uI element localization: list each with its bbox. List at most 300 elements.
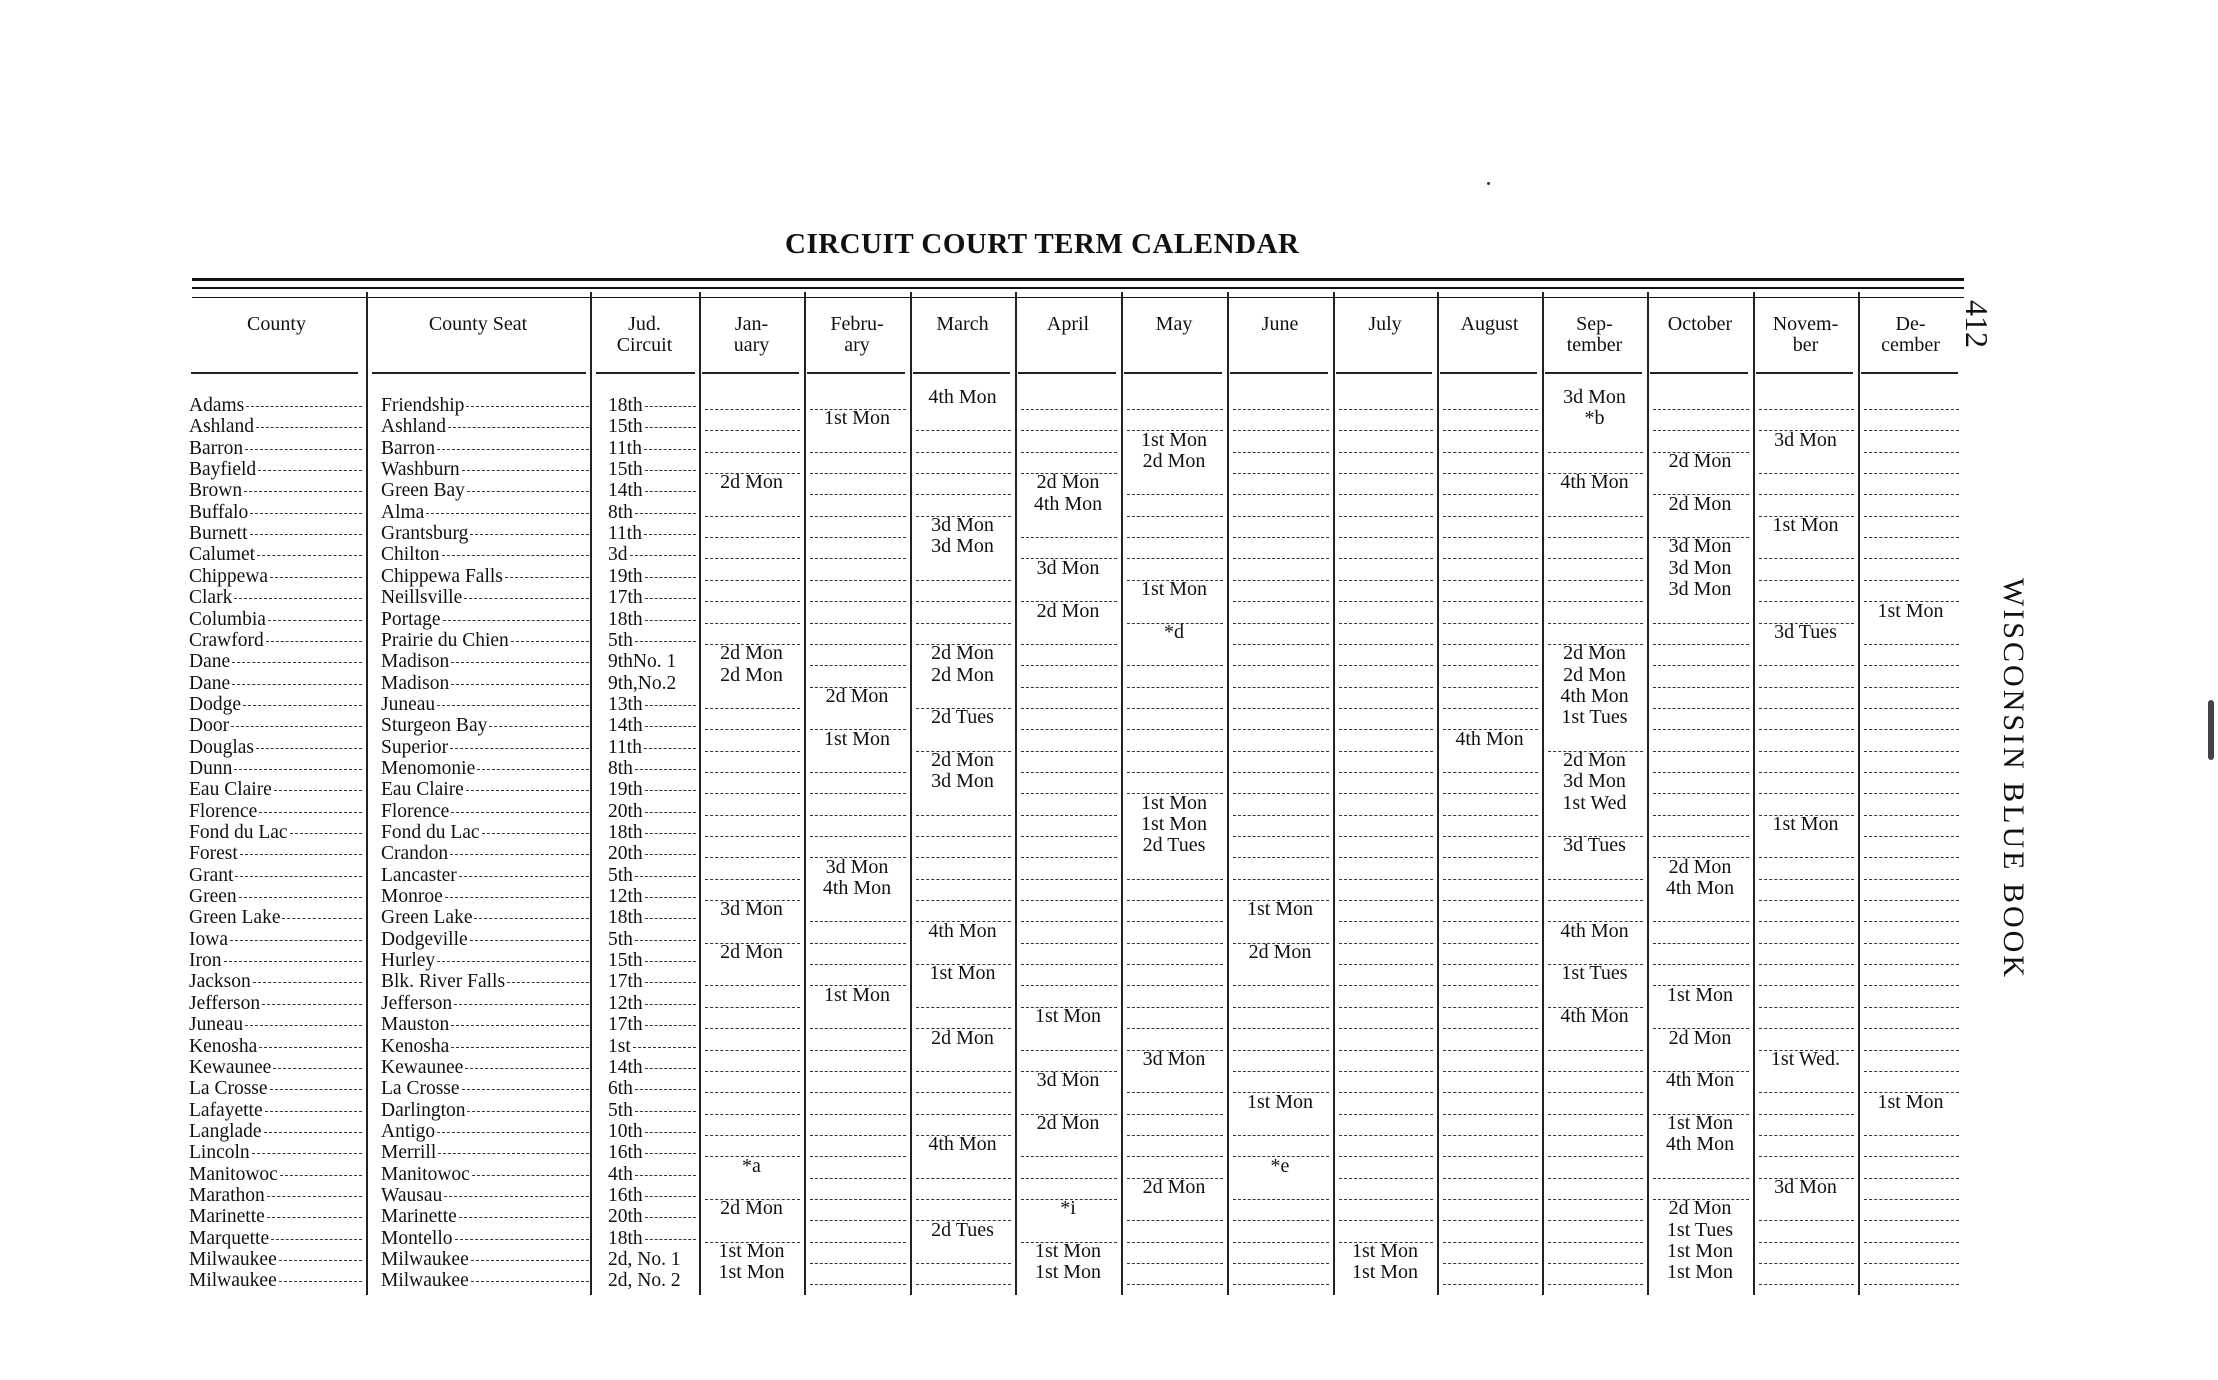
- empty-term-dashes: [1339, 964, 1433, 965]
- empty-term-dashes: [1339, 452, 1433, 453]
- scan-edge-mark: [2208, 700, 2214, 760]
- empty-term-dashes: [1127, 943, 1223, 944]
- empty-term-dashes: [705, 1114, 800, 1115]
- leader-dashes: [645, 1196, 696, 1197]
- leader-dashes: [224, 961, 363, 962]
- leader-dashes: [244, 491, 362, 492]
- judicial-circuit: [608, 395, 696, 416]
- judicial-circuit: [608, 544, 696, 565]
- seat-label: Darlington: [381, 1099, 466, 1121]
- term-entry: 3d Mon: [1563, 770, 1626, 793]
- judicial-circuit: [608, 1270, 696, 1291]
- seat-label: Neillsville: [381, 587, 463, 609]
- header-rule: [1336, 372, 1432, 374]
- leader-dashes: [645, 1132, 696, 1133]
- empty-term-dashes: [1864, 516, 1959, 517]
- leader-dashes: [474, 918, 589, 919]
- term-entry: 2d Mon: [1563, 642, 1626, 665]
- empty-term-dashes: [810, 1220, 906, 1221]
- term-entry: 4th Mon: [1455, 727, 1524, 750]
- term-entry: 2d Mon: [1563, 748, 1626, 771]
- empty-term-dashes: [1233, 665, 1329, 666]
- leader-dashes: [257, 555, 362, 556]
- leader-dashes: [451, 684, 589, 685]
- seat-label: Jefferson: [381, 992, 453, 1014]
- circuit-label: 1st: [608, 1035, 631, 1057]
- title-rule-bottom: [192, 297, 1964, 298]
- empty-term-dashes: [1864, 430, 1959, 431]
- leader-dashes: [644, 534, 696, 535]
- empty-term-dashes: [916, 623, 1011, 624]
- county-label: Marathon: [189, 1184, 265, 1206]
- empty-term-dashes: [1233, 1199, 1329, 1200]
- empty-term-dashes: [810, 1135, 906, 1136]
- empty-term-dashes: [1443, 772, 1538, 773]
- empty-term-dashes: [1339, 921, 1433, 922]
- leader-dashes: [645, 918, 696, 919]
- empty-term-dashes: [1339, 1156, 1433, 1157]
- leader-dashes: [472, 1175, 589, 1176]
- leader-dashes: [252, 1153, 362, 1154]
- empty-term-dashes: [1127, 665, 1223, 666]
- term-entry: 2d Mon: [720, 642, 783, 665]
- term-entry: *b: [1584, 407, 1605, 430]
- judicial-circuit: [608, 1228, 696, 1249]
- circuit-label: 20th: [608, 843, 643, 865]
- leader-dashes: [438, 1153, 589, 1154]
- title-rule-top: [192, 278, 1964, 281]
- judicial-circuit: [608, 1057, 696, 1078]
- seat-label: Menomonie: [381, 757, 476, 779]
- empty-term-dashes: [1443, 452, 1538, 453]
- county-label: Eau Claire: [189, 779, 272, 801]
- empty-term-dashes: [1339, 687, 1433, 688]
- empty-term-dashes: [1339, 943, 1433, 944]
- county-name: [189, 630, 362, 651]
- county-label: Douglas: [189, 736, 254, 758]
- leader-dashes: [267, 1196, 362, 1197]
- circuit-label: 3d: [608, 544, 628, 566]
- judicial-circuit: [608, 843, 696, 864]
- empty-term-dashes: [1443, 580, 1538, 581]
- term-entry: 3d Tues: [1563, 834, 1626, 857]
- empty-term-dashes: [916, 1114, 1011, 1115]
- county-label: Langlade: [189, 1120, 262, 1142]
- empty-term-dashes: [1864, 708, 1959, 709]
- county-label: Adams: [189, 395, 245, 416]
- empty-term-dashes: [1127, 900, 1223, 901]
- empty-term-dashes: [1339, 1007, 1433, 1008]
- page-title: CIRCUIT COURT TERM CALENDAR: [785, 228, 1300, 260]
- header-rule: [1124, 372, 1222, 374]
- county-name: [189, 587, 362, 608]
- term-entry: 2d Mon: [720, 1197, 783, 1220]
- empty-term-dashes: [1759, 1284, 1854, 1285]
- empty-term-dashes: [810, 1242, 906, 1243]
- term-entry: 2d Mon: [720, 471, 783, 494]
- empty-term-dashes: [1443, 985, 1538, 986]
- header-rule: [1756, 372, 1853, 374]
- empty-term-dashes: [916, 857, 1011, 858]
- empty-term-dashes: [705, 409, 800, 410]
- leader-dashes: [246, 406, 362, 407]
- header-rule: [1018, 372, 1116, 374]
- empty-term-dashes: [1339, 1199, 1433, 1200]
- empty-term-dashes: [1864, 1220, 1959, 1221]
- leader-dashes: [645, 470, 696, 471]
- empty-term-dashes: [916, 815, 1011, 816]
- leader-dashes: [645, 598, 696, 599]
- leader-dashes: [645, 491, 696, 492]
- circuit-label: 8th: [608, 501, 633, 523]
- leader-dashes: [462, 470, 589, 471]
- empty-term-dashes: [1339, 558, 1433, 559]
- empty-term-dashes: [705, 729, 800, 730]
- empty-term-dashes: [1443, 516, 1538, 517]
- empty-term-dashes: [1443, 558, 1538, 559]
- empty-term-dashes: [705, 815, 800, 816]
- leader-dashes: [505, 577, 589, 578]
- leader-dashes: [230, 940, 362, 941]
- judicial-circuit: [608, 1036, 696, 1057]
- empty-term-dashes: [1759, 580, 1854, 581]
- empty-term-dashes: [1443, 644, 1538, 645]
- empty-term-dashes: [1443, 793, 1538, 794]
- term-entry: 1st Mon: [1666, 1111, 1734, 1134]
- scan-speck: [1487, 182, 1490, 185]
- seat-label: Madison: [381, 651, 450, 673]
- empty-term-dashes: [1233, 516, 1329, 517]
- leader-dashes: [264, 1132, 362, 1133]
- empty-term-dashes: [1759, 729, 1854, 730]
- header-rule: [1440, 372, 1537, 374]
- term-entry: 4th Mon: [1665, 1133, 1735, 1156]
- empty-term-dashes: [810, 964, 906, 965]
- judicial-circuit: [608, 737, 696, 758]
- empty-term-dashes: [1653, 665, 1749, 666]
- leader-dashes: [645, 982, 696, 983]
- empty-term-dashes: [1127, 729, 1223, 730]
- county-seat: [381, 694, 589, 715]
- empty-term-dashes: [1759, 708, 1854, 709]
- circuit-label: 20th: [608, 800, 643, 822]
- empty-term-dashes: [1339, 494, 1433, 495]
- judicial-circuit: [608, 715, 696, 736]
- title-rule-middle: [192, 287, 1964, 289]
- empty-term-dashes: [705, 879, 800, 880]
- circuit-label: 11th: [608, 736, 642, 758]
- leader-dashes: [240, 854, 362, 855]
- empty-term-dashes: [810, 1071, 906, 1072]
- empty-term-dashes: [1548, 1156, 1643, 1157]
- term-entry: 1st Mon: [823, 727, 891, 750]
- empty-term-dashes: [810, 793, 906, 794]
- empty-term-dashes: [1864, 665, 1959, 666]
- term-entry: 1st Mon: [718, 1261, 785, 1284]
- header-rule: [702, 372, 799, 374]
- leader-dashes: [231, 726, 362, 727]
- county-label: Dunn: [189, 757, 233, 779]
- leader-dashes: [239, 897, 362, 898]
- county-label: Kewaunee: [189, 1056, 272, 1078]
- column-header: Jan- uary: [733, 313, 770, 356]
- leader-dashes: [471, 1260, 589, 1261]
- empty-term-dashes: [810, 1263, 906, 1264]
- judicial-circuit: [608, 758, 696, 779]
- empty-term-dashes: [1339, 985, 1433, 986]
- empty-term-dashes: [810, 558, 906, 559]
- empty-term-dashes: [1653, 921, 1749, 922]
- empty-term-dashes: [1233, 1050, 1329, 1051]
- leader-dashes: [635, 769, 696, 770]
- term-entry: 2d Mon: [1036, 1111, 1100, 1134]
- empty-term-dashes: [1653, 729, 1749, 730]
- county-name: [189, 1121, 362, 1142]
- empty-term-dashes: [1443, 943, 1538, 944]
- header-rule: [372, 372, 586, 374]
- judicial-circuit: [608, 566, 696, 587]
- leader-dashes: [467, 1111, 589, 1112]
- judicial-circuit: [608, 1249, 696, 1270]
- empty-term-dashes: [705, 558, 800, 559]
- empty-term-dashes: [1443, 1135, 1538, 1136]
- leader-dashes: [644, 748, 696, 749]
- leader-dashes: [645, 854, 696, 855]
- column-divider: [1015, 292, 1017, 1295]
- leader-dashes: [280, 1175, 362, 1176]
- judicial-circuit: [608, 1014, 696, 1035]
- empty-term-dashes: [810, 1092, 906, 1093]
- leader-dashes: [459, 1217, 589, 1218]
- empty-term-dashes: [1339, 409, 1433, 410]
- empty-term-dashes: [1443, 409, 1538, 410]
- county-name: [189, 480, 362, 501]
- county-name: [189, 1228, 362, 1249]
- empty-term-dashes: [810, 921, 906, 922]
- seat-label: Antigo: [381, 1120, 436, 1142]
- empty-term-dashes: [1653, 772, 1749, 773]
- county-name: [189, 886, 362, 907]
- term-entry: 2d Mon: [720, 941, 783, 964]
- term-entry: 3d Mon: [1774, 428, 1837, 451]
- circuit-label: 2d, No. 1: [608, 1249, 681, 1270]
- empty-term-dashes: [1233, 751, 1329, 752]
- empty-term-dashes: [1233, 1135, 1329, 1136]
- county-label: Milwaukee: [189, 1249, 277, 1270]
- county-label: Kenosha: [189, 1035, 258, 1057]
- term-entry: 3d Mon: [931, 770, 994, 793]
- empty-term-dashes: [1864, 772, 1959, 773]
- term-entry: 4th Mon: [1560, 471, 1629, 494]
- circuit-label: 19th: [608, 565, 643, 587]
- leader-dashes: [437, 705, 589, 706]
- empty-term-dashes: [1653, 623, 1749, 624]
- term-entry: *i: [1060, 1197, 1076, 1220]
- empty-term-dashes: [1653, 793, 1749, 794]
- empty-term-dashes: [1864, 793, 1959, 794]
- leader-dashes: [645, 1239, 696, 1240]
- leader-dashes: [437, 1132, 589, 1133]
- seat-label: Madison: [381, 672, 450, 694]
- leader-dashes: [451, 662, 589, 663]
- term-entry: 1st Mon: [1351, 1261, 1419, 1284]
- empty-term-dashes: [1021, 1156, 1117, 1157]
- leader-dashes: [467, 491, 589, 492]
- county-seat: [381, 1036, 589, 1057]
- county-name: [189, 950, 362, 971]
- empty-term-dashes: [1443, 1284, 1538, 1285]
- seat-label: Manitowoc: [381, 1163, 470, 1185]
- empty-term-dashes: [705, 430, 800, 431]
- empty-term-dashes: [1548, 516, 1643, 517]
- county-name: [189, 502, 362, 523]
- column-divider: [1437, 292, 1439, 1295]
- county-seat: [381, 1121, 589, 1142]
- empty-term-dashes: [1021, 985, 1117, 986]
- empty-term-dashes: [1021, 430, 1117, 431]
- empty-term-dashes: [1339, 644, 1433, 645]
- empty-term-dashes: [916, 1071, 1011, 1072]
- county-seat: [381, 1164, 589, 1185]
- empty-term-dashes: [1339, 879, 1433, 880]
- county-name: [189, 1206, 362, 1227]
- leader-dashes: [274, 790, 362, 791]
- header-rule: [1545, 372, 1642, 374]
- empty-term-dashes: [1021, 708, 1117, 709]
- county-label: Grant: [189, 864, 234, 886]
- seat-label: Washburn: [381, 459, 460, 481]
- column-header: Sep- tember: [1566, 313, 1623, 356]
- empty-term-dashes: [1127, 1242, 1223, 1243]
- header-rule: [1861, 372, 1958, 374]
- judicial-circuit: [608, 971, 696, 992]
- empty-term-dashes: [810, 665, 906, 666]
- empty-term-dashes: [1653, 943, 1749, 944]
- empty-term-dashes: [1548, 900, 1643, 901]
- county-name: [189, 758, 362, 779]
- empty-term-dashes: [1548, 580, 1643, 581]
- column-header: March: [936, 313, 989, 335]
- circuit-label: 9th,No.2: [608, 672, 677, 694]
- column-divider: [1227, 292, 1229, 1295]
- empty-term-dashes: [1339, 1092, 1433, 1093]
- county-seat: [381, 971, 589, 992]
- circuit-label: 16th: [608, 1142, 643, 1164]
- term-entry: 1st Mon: [1772, 813, 1839, 835]
- column-divider: [804, 292, 806, 1295]
- empty-term-dashes: [1653, 836, 1749, 837]
- circuit-label: 17th: [608, 971, 643, 993]
- seat-label: Wausau: [381, 1184, 443, 1206]
- empty-term-dashes: [1233, 494, 1329, 495]
- term-entry: 1st Mon: [1140, 428, 1208, 451]
- empty-term-dashes: [1759, 964, 1854, 965]
- term-entry: 1st Mon: [1140, 791, 1208, 814]
- column-header: October: [1667, 313, 1733, 335]
- term-entry: 1st Tues: [1666, 1218, 1734, 1241]
- empty-term-dashes: [1548, 1199, 1643, 1200]
- empty-term-dashes: [1127, 921, 1223, 922]
- circuit-label: 11th: [608, 437, 642, 459]
- leader-dashes: [645, 620, 696, 621]
- empty-term-dashes: [1864, 921, 1959, 922]
- seat-label: Dodgeville: [381, 928, 468, 950]
- empty-term-dashes: [1127, 494, 1223, 495]
- seat-label: Kenosha: [381, 1035, 450, 1057]
- term-entry: 4th Mon: [1560, 919, 1629, 942]
- empty-term-dashes: [916, 601, 1011, 602]
- empty-term-dashes: [1864, 580, 1959, 581]
- empty-term-dashes: [1864, 687, 1959, 688]
- leader-dashes: [645, 1025, 696, 1026]
- judicial-circuit: [608, 609, 696, 630]
- empty-term-dashes: [1443, 1178, 1538, 1179]
- empty-term-dashes: [1864, 1156, 1959, 1157]
- term-entry: 1st Wed.: [1770, 1047, 1841, 1070]
- empty-term-dashes: [1653, 687, 1749, 688]
- county-label: Forest: [189, 843, 238, 865]
- county-name: [189, 1100, 362, 1121]
- county-name: [189, 523, 362, 544]
- empty-term-dashes: [810, 537, 906, 538]
- circuit-label: 8th: [608, 757, 633, 779]
- seat-label: Ashland: [381, 416, 446, 438]
- term-entry: 4th Mon: [928, 386, 997, 408]
- county-seat: [381, 395, 589, 416]
- county-name: [189, 395, 362, 416]
- empty-term-dashes: [1339, 473, 1433, 474]
- term-entry: 2d Mon: [1142, 1175, 1206, 1198]
- empty-term-dashes: [1443, 665, 1538, 666]
- county-label: Door: [189, 715, 230, 737]
- empty-term-dashes: [1864, 494, 1959, 495]
- leader-dashes: [462, 1089, 589, 1090]
- leader-dashes: [645, 1068, 696, 1069]
- county-name: [189, 1014, 362, 1035]
- empty-term-dashes: [705, 1092, 800, 1093]
- leader-dashes: [250, 534, 363, 535]
- circuit-label: 2d, No. 2: [608, 1270, 681, 1292]
- empty-term-dashes: [810, 644, 906, 645]
- empty-term-dashes: [1443, 1114, 1538, 1115]
- empty-term-dashes: [810, 1156, 906, 1157]
- term-entry: 3d Mon: [825, 855, 889, 878]
- term-entry: 1st Mon: [718, 1240, 785, 1262]
- judicial-circuit: [608, 1206, 696, 1227]
- empty-term-dashes: [705, 1050, 800, 1051]
- leader-dashes: [258, 470, 362, 471]
- county-label: Burnett: [189, 523, 248, 545]
- column-header: April: [1046, 313, 1090, 335]
- empty-term-dashes: [1233, 537, 1329, 538]
- county-label: Fond du Lac: [189, 822, 288, 843]
- county-label: Calumet: [189, 544, 256, 566]
- county-seat: [381, 758, 589, 779]
- term-entry: 1st Mon: [1666, 1240, 1734, 1262]
- county-seat: [381, 865, 589, 886]
- county-label: La Crosse: [189, 1078, 268, 1100]
- term-entry: 2d Mon: [1668, 492, 1732, 515]
- judicial-circuit: [608, 801, 696, 822]
- seat-label: Marinette: [381, 1206, 457, 1228]
- empty-term-dashes: [1443, 900, 1538, 901]
- leader-dashes: [645, 897, 696, 898]
- county-seat: [381, 779, 589, 800]
- leader-dashes: [466, 406, 589, 407]
- leader-dashes: [290, 833, 362, 834]
- empty-term-dashes: [1127, 751, 1223, 752]
- empty-term-dashes: [1233, 729, 1329, 730]
